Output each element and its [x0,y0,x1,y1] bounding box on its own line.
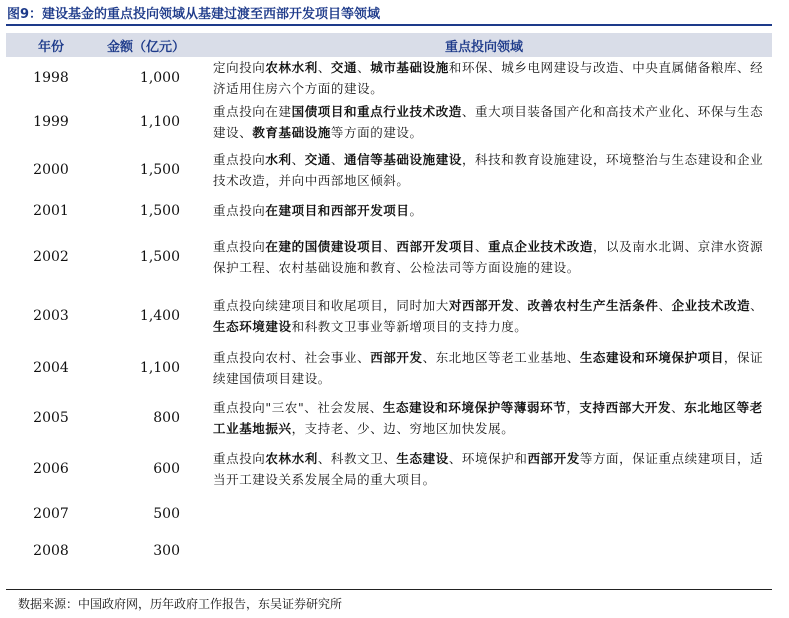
focus-highlight: 生态建设和环境保护等薄弱环节 [382,399,567,415]
focus-text: 和科教文卫事业等新增项目的支持力度。 [291,319,528,334]
focus-text: 、环境保护和 [448,451,528,466]
table-body [6,57,772,570]
focus-text: 、科教文卫、 [317,451,397,466]
table-row [6,344,772,392]
focus-text: ， [566,399,580,415]
focus-highlight: 在建的国债建设项目 [265,238,384,254]
year-cell: 2000 [33,162,69,178]
amount-cell: 1,100 [139,360,180,376]
table-row [6,99,772,144]
focus-highlight: 国债项目和重点行业技术改造 [291,103,462,119]
amount-cell: 1,400 [139,308,180,324]
focus-text: 、 [475,238,489,254]
focus-text: 、 [750,298,764,313]
focus-text: 、东北地区等老工业基地、 [422,350,580,365]
focus-text: 、 [317,60,331,75]
focus-highlight: 西部开发 [370,350,423,365]
focus-cell [196,101,772,143]
focus-text: 、 [658,298,672,313]
amount-cell: 500 [153,505,180,522]
focus-highlight: 生态建设和环境保护项目 [579,350,724,365]
year-cell: 1999 [33,113,69,130]
focus-highlight: 交通 [330,60,358,75]
table-row [6,392,772,443]
focus-cell [196,448,772,490]
year-cell: 1998 [33,70,69,86]
amount-cell: 1,500 [139,248,180,265]
amount-cell: 1,100 [139,113,180,130]
amount-cell: 800 [153,409,180,426]
focus-highlight: 西部开发 [527,451,580,466]
focus-highlight: 东北地区等老工业基地振兴 [213,399,763,436]
table-header [6,33,772,57]
focus-text: 重点投向在建 [213,103,292,119]
focus-text: 等方面的建设。 [330,124,423,140]
year-cell: 2004 [33,360,69,376]
focus-text: ，支持老、少、边、穷地区加快发展。 [291,420,515,436]
focus-highlight: 城市基础设施 [370,60,449,75]
focus-cell [196,295,772,337]
focus-text: 重点投向 [213,203,266,218]
table-row [6,532,772,570]
focus-text: 重点投向 [213,451,266,466]
focus-cell [196,397,772,439]
focus-highlight: 农林水利 [265,451,318,466]
focus-text: 、 [357,60,371,75]
amount-cell: 600 [153,461,180,477]
focus-text: 重点投向 [213,152,266,167]
focus-text: 重点投向续建项目和收尾项目，同时加大 [213,298,449,313]
focus-text: 重点投向农村、社会事业、 [213,350,371,365]
header-year: 年份 [37,39,64,55]
year-cell: 2006 [33,461,69,477]
focus-text: 和环保、城乡电网建设与改造、中央直属储备粮库、经济适用住房六个方面的建设。 [213,60,764,96]
focus-text: ，以及南水北调、京津水资源保护工程、农村基础设施和教育、公检法司等方面设施的建设。 [213,238,764,275]
focus-text: 等方面，保证重点续建项目，适当开工建设关系发展全局的重大项目。 [213,451,764,487]
year-cell: 2003 [33,308,69,324]
table-row [6,443,772,495]
amount-cell: 1,500 [139,202,180,219]
focus-cell [196,347,772,389]
table-row [6,144,772,196]
focus-highlight: 改善农村生产生活条件 [527,298,659,313]
focus-text: ，保证续建国债项目建设。 [213,350,764,386]
focus-text: 。 [409,203,423,218]
focus-cell [196,149,772,191]
table-row [6,196,772,225]
focus-text: 、 [671,399,685,415]
table-row [6,225,772,288]
bottom-divider [6,589,772,590]
focus-highlight: 教育基础设施 [252,124,331,140]
focus-highlight: 交通 [304,152,331,167]
focus-text: 重点投向 [213,238,266,254]
focus-highlight: 企业技术改造 [671,298,751,313]
focus-highlight: 生态建设 [396,451,449,466]
year-cell: 2005 [33,409,69,426]
focus-highlight: 在建项目和西部开发项目 [265,203,410,218]
focus-highlight: 通信等基础设施建设 [344,152,462,167]
focus-highlight: 对西部开发 [448,298,515,313]
amount-cell: 1,500 [139,162,180,178]
focus-text: 、 [330,152,345,167]
year-cell: 2002 [33,248,69,265]
focus-highlight: 重点企业技术改造 [488,238,593,254]
investment-table [6,33,772,570]
figure-title: 图9：建设基金的重点投向领域从基建过渡至西部开发项目等领域 [7,7,381,22]
header-amount: 金额（亿元） [106,39,185,55]
header-focus: 重点投向领域 [444,39,523,55]
focus-text: 、 [514,298,528,313]
year-cell: 2008 [33,543,69,559]
focus-text: 定向投向 [213,60,266,75]
table-row [6,288,772,344]
focus-cell [196,57,772,99]
table-row [6,495,772,532]
focus-text: ，科技和教育设施建设，环境整治与生态建设和企业技术改造，并向中西部地区倾斜。 [213,152,764,188]
focus-text: 、 [291,152,305,167]
focus-cell [196,236,772,278]
source-note: 数据来源：中国政府网，历年政府工作报告，东吴证券研究所 [18,597,343,611]
focus-cell [196,200,772,221]
amount-cell: 1,000 [139,70,180,86]
table-row [6,57,772,99]
year-cell: 2001 [33,202,69,219]
focus-highlight: 支持西部大开发 [579,399,672,415]
focus-text: 重点投向"三农"、社会发展、 [213,399,383,415]
focus-text: 、重大项目装备国产化和高技术产业化、环保与生态建设、 [213,103,764,140]
amount-cell: 300 [153,543,180,559]
top-divider [6,24,772,26]
focus-highlight: 生态环境建设 [213,319,292,334]
focus-highlight: 农林水利 [265,60,318,75]
focus-highlight: 西部开发项目 [396,238,476,254]
focus-highlight: 水利 [265,152,292,167]
focus-text: 、 [383,238,397,254]
year-cell: 2007 [33,505,69,522]
